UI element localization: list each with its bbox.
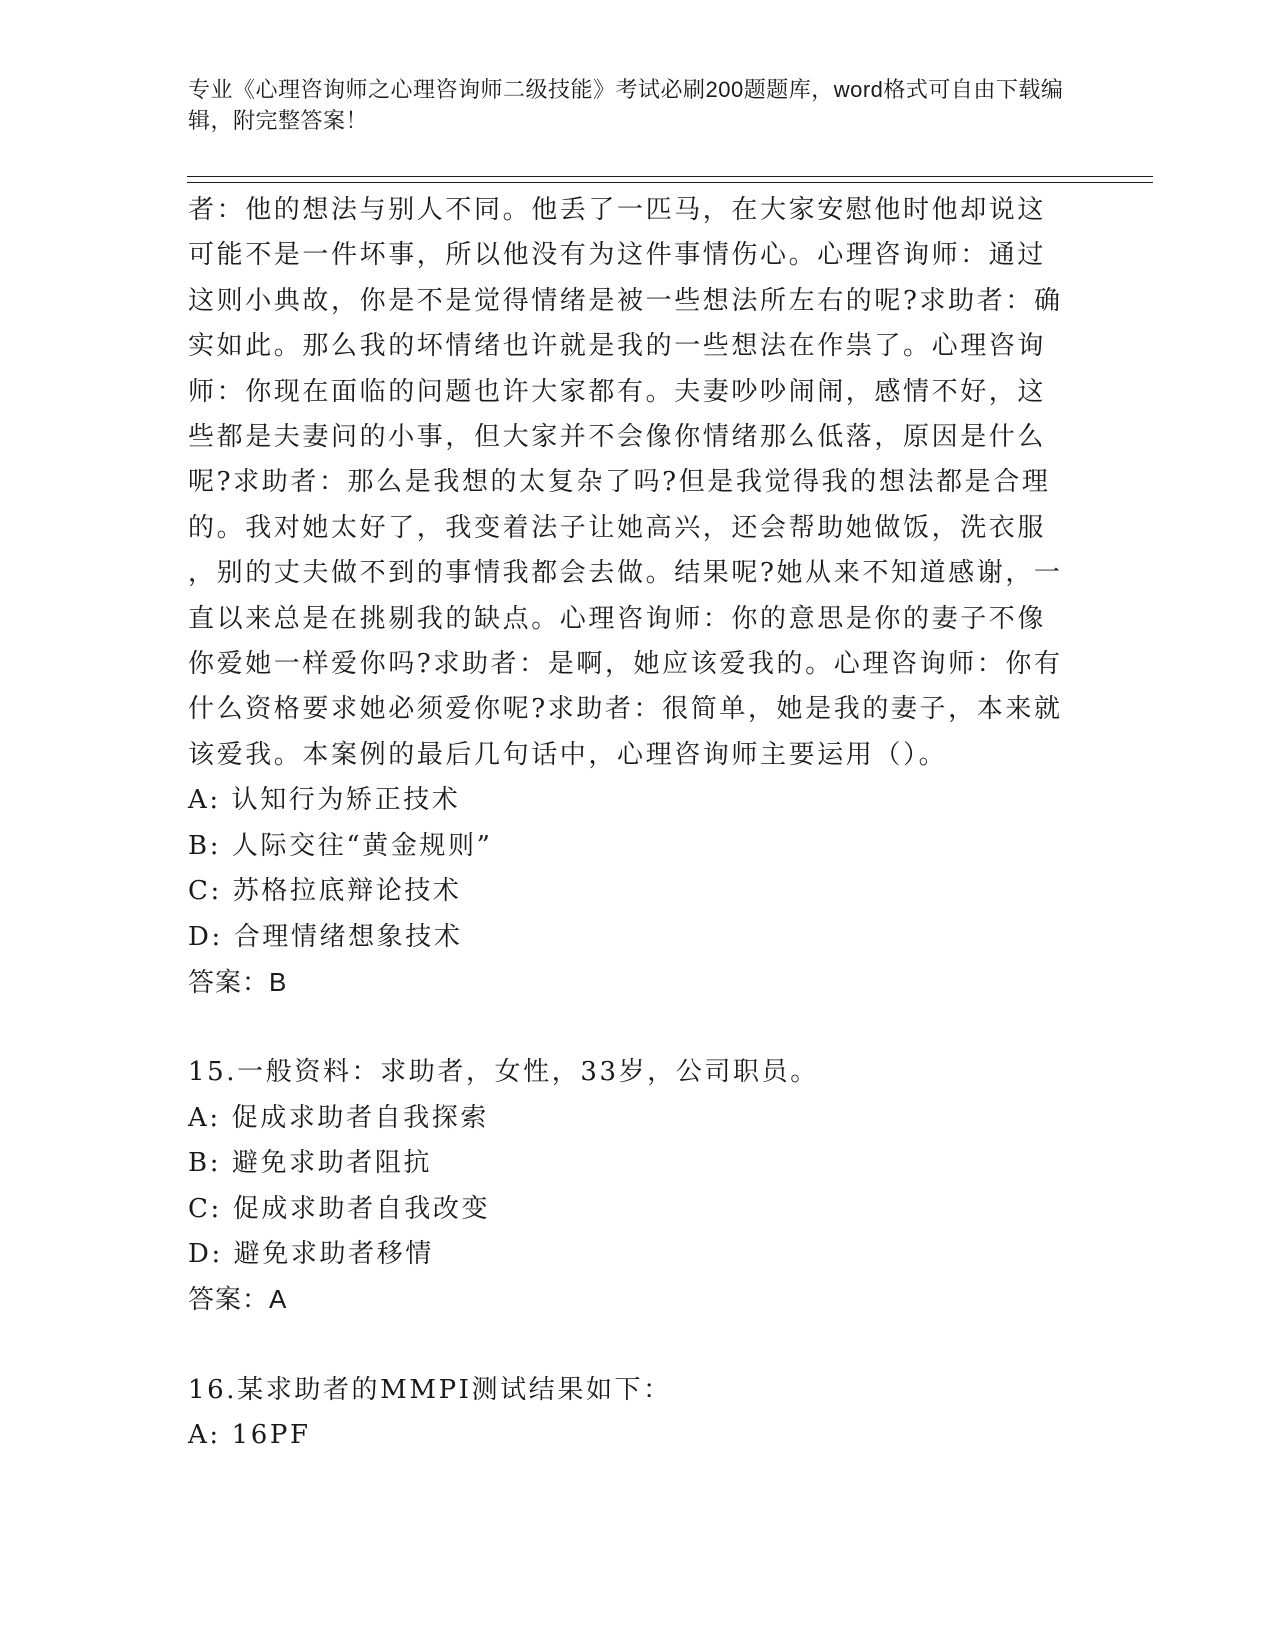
question-text-line: 者：他的想法与别人不同。他丢了一匹马，在大家安慰他时他却说这	[188, 195, 1047, 225]
question-text-line: 师：你现在面临的问题也许大家都有。夫妻吵吵闹闹，感情不好，这	[188, 376, 1047, 407]
answer-label: 答案：A	[188, 1284, 288, 1315]
question-15	[188, 1050, 1088, 1322]
question-text-line: ，别的丈夫做不到的事情我都会去做。结果呢?她从来不知道感谢，一	[188, 558, 1063, 589]
question-stem: 16.某求助者的MMPI测试结果如下：	[188, 1374, 672, 1405]
document-header: 专业《心理咨询师之心理咨询师二级技能》考试必刷200题题库，word格式可自由下载编辑，附完整答案！	[188, 77, 1064, 133]
question-text-line: 这则小典故，你是不是觉得情绪是被一些想法所左右的呢?求助者：确	[188, 285, 1063, 316]
option-c: C: 促成求助者自我改变	[188, 1193, 491, 1224]
question-text-line: 该爱我。本案例的最后几句话中，心理咨询师主要运用（）。	[188, 739, 948, 770]
header-rule-bottom	[187, 182, 1153, 183]
question-text-line: 直以来总是在挑剔我的缺点。心理咨询师：你的意思是你的妻子不像	[188, 603, 1047, 634]
question-text-line: 什么资格要求她必须爱你呢?求助者：很简单，她是我的妻子，本来就	[188, 694, 1063, 725]
option-a: A: 促成求助者自我探索	[188, 1102, 490, 1133]
answer-label: 答案：B	[188, 966, 288, 997]
question-16	[188, 1368, 1088, 1459]
question-text-line: 实如此。那么我的坏情绪也许就是我的一些想法在作祟了。心理咨询	[188, 331, 1047, 362]
header-rule-top	[187, 176, 1153, 177]
document-body	[188, 188, 1088, 1459]
option-c: C: 苏格拉底辩论技术	[188, 876, 462, 907]
spacer	[188, 1005, 1088, 1050]
spacer	[188, 1323, 1088, 1368]
option-b: B: 人际交往“黄金规则”	[188, 830, 493, 861]
question-14	[188, 188, 1088, 1005]
option-d: D: 避免求助者移情	[188, 1238, 434, 1269]
question-text-line: 些都是夫妻问的小事，但大家并不会像你情绪那么低落，原因是什么	[188, 422, 1047, 453]
option-a: A: 认知行为矫正技术	[188, 785, 461, 816]
question-text-line: 你爱她一样爱你吗?求助者：是啊，她应该爱我的。心理咨询师：你有	[188, 649, 1063, 680]
option-a: A: 16PF	[188, 1420, 311, 1451]
question-text-line: 的。我对她太好了，我变着法子让她高兴，还会帮助她做饭，洗衣服	[188, 512, 1047, 543]
question-text-line: 可能不是一件坏事，所以他没有为这件事情伤心。心理咨询师：通过	[188, 240, 1047, 271]
option-b: B: 避免求助者阻抗	[188, 1148, 433, 1179]
question-stem: 15.一般资料：求助者，女性，33岁，公司职员。	[188, 1057, 819, 1088]
question-text-line: 呢?求助者：那么是我想的太复杂了吗?但是我觉得我的想法都是合理	[188, 467, 1051, 498]
option-d: D: 合理情绪想象技术	[188, 921, 463, 952]
